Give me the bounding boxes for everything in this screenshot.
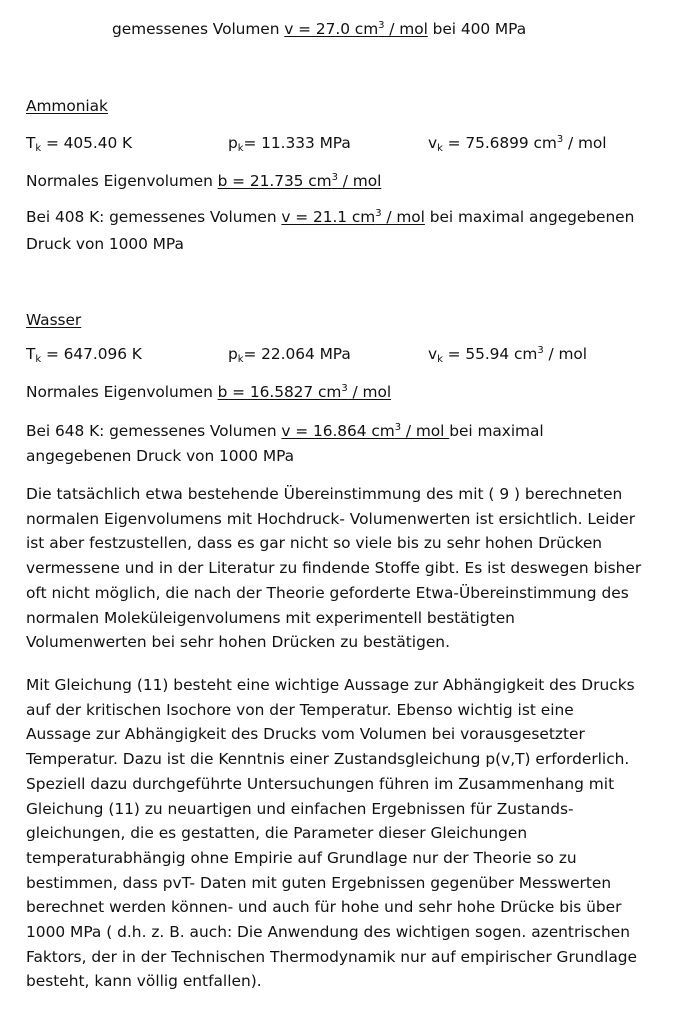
wasser-tk: $T_k = 647.096$ K: [26, 345, 142, 365]
wasser-measured-value: v = 16.864 $cm^3$ / mol: [281, 422, 450, 440]
paragraph-line: vermessene und in der Literatur zu findende Stoffe gibt. Es ist deswegen bisher: [26, 559, 642, 578]
paragraph-agreement: [26, 482, 676, 655]
paragraph-line: temperaturabhängig ohne Empirie auf Grundlage nur der Theorie so zu: [26, 848, 577, 867]
paragraph-line: normalen Moleküleigenvolumens mit experimentell bestätigten: [26, 608, 515, 627]
paragraph-line: Volumenwerten bei sehr hohen Drücken zu bestätigen.: [26, 633, 450, 652]
paragraph-line: Speziell dazu durchgeführte Untersuchungen führen im Zusammenhang mit: [26, 774, 615, 793]
wasser-pk: $p_k= 22.064$ MPa: [228, 345, 351, 365]
ammoniak-pk: $p_k= 11.333$ MPa: [228, 134, 351, 154]
paragraph-line: Aussage zur Abhängigkeit des Drucks vom Volumen bei vorausgesetzter: [26, 725, 585, 744]
paragraph-line: Mit Gleichung (11) besteht eine wichtige Aussage zur Abhängigkeit des Drucks: [26, 676, 635, 694]
paragraph-line: normalen Eigenvolumens mit Hochdruck- Volumenwerten ist ersichtlich. Leider: [26, 509, 636, 528]
wasser-eigenvolumen-value: b = 16.5827 $cm^3$ / mol: [217, 383, 392, 401]
paragraph-line: oft nicht möglich, die nach der Theorie geforderte Etwa-Übereinstimmung des: [26, 583, 629, 602]
paragraph-line: Faktors, der in der Technischen Thermodynamik nur auf empirischer Grundlage: [26, 947, 638, 966]
ammoniak-critical-values: [26, 134, 676, 154]
ammoniak-measured-line2: Druck von 1000 MPa: [26, 235, 184, 253]
paragraph-line: Die tatsächlich etwa bestehende Übereinstimmung des mit ( 9 ) berechneten: [26, 485, 623, 503]
paragraph-line: gleichungen, die es gestatten, die Parameter dieser Gleichungen: [26, 824, 528, 843]
paragraph-line: ist aber festzustellen, dass es gar nicht so viele bis zu sehr hohen Drücken: [26, 534, 603, 553]
wasser-measured-line1: Bei 648 K: gemessenes Volumen v = 16.864 $cm^3$ / mol bei maximal: [26, 422, 544, 440]
ammoniak-measured-value: v = 21.1 $cm^3$ / mol: [281, 208, 425, 226]
wasser-heading: Wasser: [26, 311, 82, 329]
wasser-vk: $v_k = 55.94$ $cm^3$ / mol: [428, 345, 588, 365]
ammoniak-heading: Ammoniak: [26, 97, 108, 115]
top-line-suffix: bei 400 MPa: [427, 20, 527, 38]
ammoniak-vk: $v_k = 75.6899$ $cm^3$ / mol: [428, 134, 607, 154]
paragraph-line: 1000 MPa ( d.h. z. B. auch: Die Anwendung des wichtigen sogen. azentrischen: [26, 923, 631, 942]
ammoniak-measured-line1: Bei 408 K: gemessenes Volumen v = 21.1 $cm^3$ / mol bei maximal angegebenen: [26, 208, 635, 226]
top-measured-volume-line: [112, 20, 526, 38]
ammoniak-eigenvolumen-value: b = 21.735 $cm^3$ / mol: [217, 172, 382, 190]
wasser-measured-line2: angegebenen Druck von 1000 MPa: [26, 447, 295, 465]
ammoniak-tk: $T_k = 405.40$ K: [26, 134, 133, 154]
wasser-eigenvolumen: Normales Eigenvolumen b = 16.5827 $cm^3$ / mol: [26, 383, 392, 401]
top-line-value: v = 27.0 $cm^3$ / mol: [284, 20, 428, 38]
top-line-prefix: gemessenes Volumen: [112, 20, 285, 38]
paragraph-line: auf der kritischen Isochore von der Temperatur. Ebenso wichtig ist eine: [26, 700, 574, 719]
paragraph-line: berechnet werden können- und auch für hohe und sehr hohe Drücke bis über: [26, 898, 622, 917]
wasser-critical-values: [26, 345, 676, 365]
paragraph-line: bestimmen, dass pvT- Daten mit guten Ergebnissen gegenüber Messwerten: [26, 873, 612, 892]
paragraph-equation-11: [26, 673, 676, 994]
ammoniak-eigenvolumen: Normales Eigenvolumen b = 21.735 $cm^3$ / mol: [26, 172, 382, 190]
paragraph-line: besteht, kann völlig entfallen).: [26, 972, 262, 991]
paragraph-line: Temperatur. Dazu ist die Kenntnis einer Zustandsgleichung p(v,T) erforderlich.: [26, 750, 630, 769]
paragraph-line: Gleichung (11) zu neuartigen und einfachen Ergebnissen für Zustands-: [26, 799, 574, 818]
